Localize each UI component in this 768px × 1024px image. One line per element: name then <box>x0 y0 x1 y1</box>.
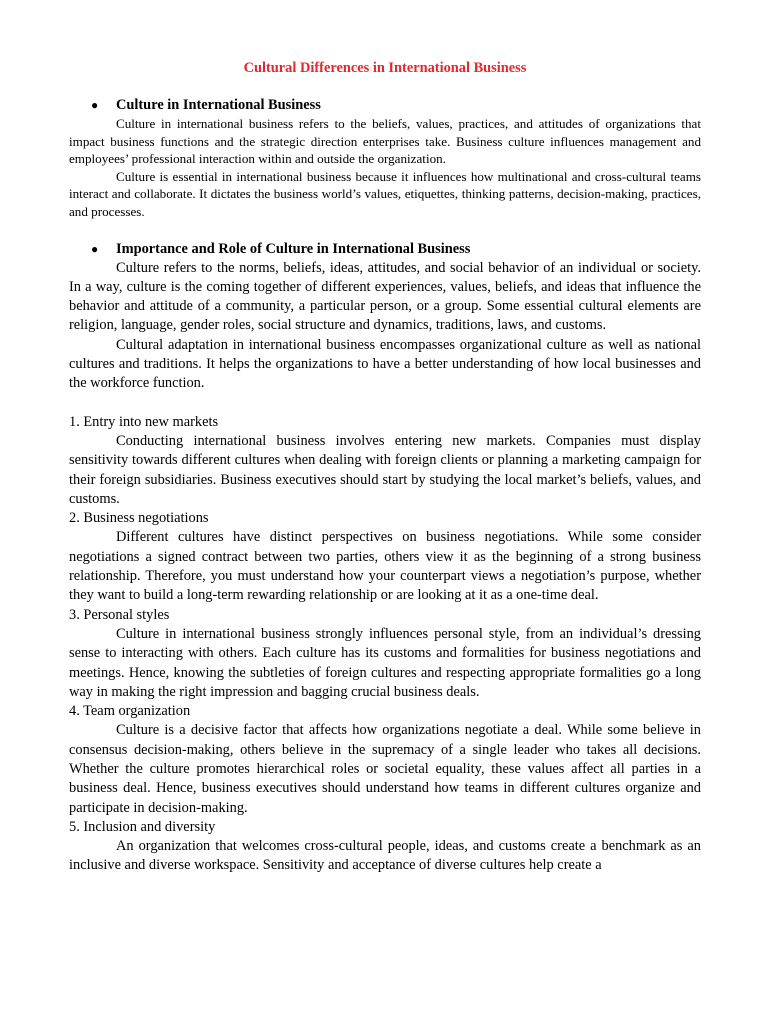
section-heading-importance <box>69 240 701 259</box>
section-heading-text: Culture in International Business <box>116 97 321 113</box>
list-item-title: 4. Team organization <box>69 703 191 720</box>
paragraph: Culture in international business refers to the beliefs, values, practices, and attitudes of organizations that impact business functions and the strategic direction enterprises take. Business culture influences management and employees’ professional interaction within and outside the organization. <box>69 116 701 167</box>
list-item-text: Culture in international business strongly influences personal style, from an individual’s dressing sense to interacting with others. Each culture has its customs and formalities for business negotiations and meetings. Hence, knowing the subtleties of foreign cultures and respecting appropriate formalities go a long way in making the right impression and bagging crucial business deals. <box>69 625 701 700</box>
list-item-title: 3. Personal styles <box>69 606 170 623</box>
section-heading-text: Importance and Role of Culture in International Business <box>116 240 471 257</box>
list-item-title: 1. Entry into new markets <box>69 413 219 430</box>
paragraph: Culture refers to the norms, beliefs, ideas, attitudes, and social behavior of an individual or society. In a way, culture is the coming together of different experiences, values, beliefs, and ideas that influence the behavior and attitude of a community, a particular person, or a group. Some essential cultural elements are religion, language, gender roles, social structure and dynamics, traditions, laws, and customs. <box>69 259 701 334</box>
paragraph: Culture is essential in international business because it influences how multinational and cross-cultural teams interact and collaborate. It dictates the business world’s values, etiquettes, thinking patterns, decision-making, practices, and processes. <box>69 168 701 219</box>
document-page <box>69 58 701 876</box>
paragraph: Cultural adaptation in international business encompasses organizational culture as well as national cultures and traditions. It helps the organizations to have a better understanding of how local businesses and the workforce function. <box>69 336 701 392</box>
list-item-text: Culture is a decisive factor that affects how organizations negotiate a deal. While some believe in consensus decision-making, others believe in the supremacy of a single leader who takes all decisions. Whether the culture promotes hierarchical roles or societal equality, these values affect all parties in a business deal. Hence, business executives should understand how teams in different cultures organize and participate in decision-making. <box>69 722 701 816</box>
list-item-text: Conducting international business involves entering new markets. Companies must display sensitivity towards different cultures when dealing with foreign clients or planning a marketing campaign for their foreign subsidiaries. Business executives should start by studying the local market’s beliefs, values, and customs. <box>69 432 701 507</box>
section-heading-culture <box>69 96 701 115</box>
list-item-title: 5. Inclusion and diversity <box>69 818 216 835</box>
document-title: Cultural Differences in International Business <box>243 60 527 76</box>
bullet-icon: ● <box>91 241 99 256</box>
list-item-title: 2. Business negotiations <box>69 510 209 527</box>
list-item-text: An organization that welcomes cross-cultural people, ideas, and customs create a benchmark as an inclusive and diverse workspace. Sensitivity and acceptance of diverse cultures help create a <box>69 838 701 874</box>
list-item-text: Different cultures have distinct perspectives on business negotiations. While some consider negotiations a signed contract between two parties, others view it as the beginning of a strong business relationship. Therefore, you must understand how your counterpart views a negotiation’s purpose, whether they want to build a long-term rewarding relationship or are looking at it as a one-time deal. <box>69 529 701 604</box>
bullet-icon: ● <box>91 98 99 112</box>
